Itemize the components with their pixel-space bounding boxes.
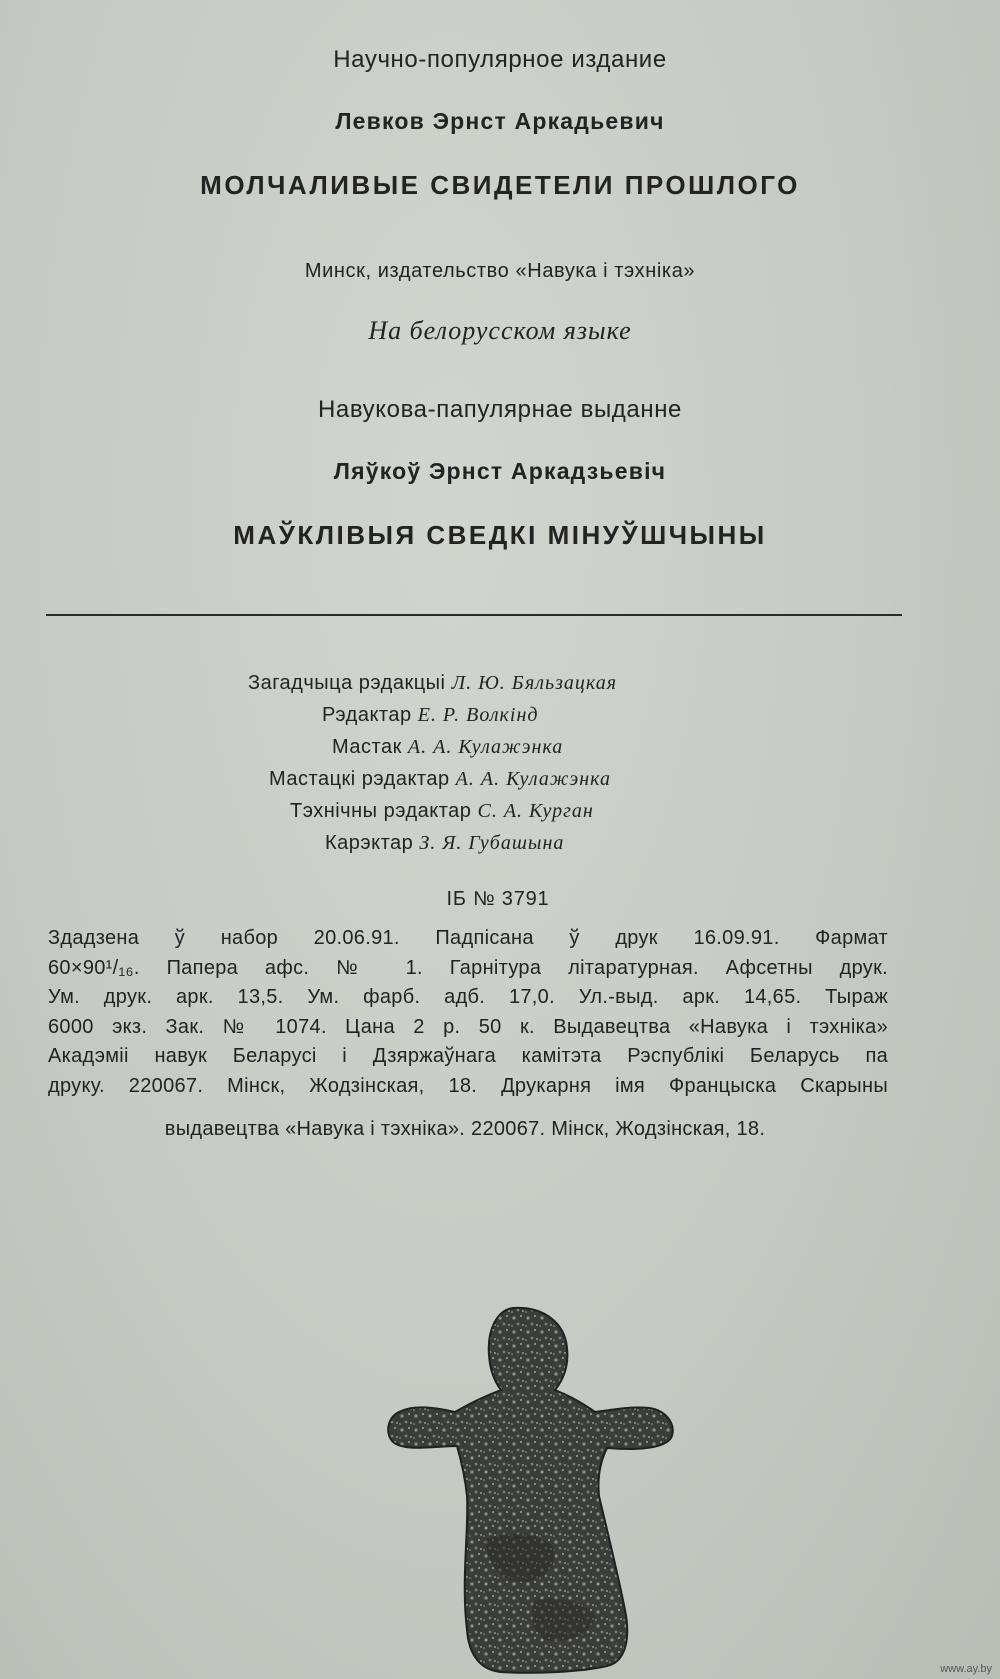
publisher-russian: Минск, издательство «Навука і тэхніка»	[304, 260, 696, 282]
credit-name: З. Я. Губашына	[419, 832, 565, 854]
credit-role: Мастак	[332, 736, 402, 758]
imprint-paragraph	[48, 924, 888, 1101]
credit-role: Карэктар	[325, 832, 414, 854]
credit-name: Л. Ю. Бяльзацкая	[451, 672, 618, 694]
imprint-last-line: выдавецтва «Навука і тэхніка». 220067. Мінск, Жодзінская, 18.	[164, 1118, 766, 1140]
credit-line	[248, 672, 617, 695]
author-belarusian: Ляўкоў Эрнст Аркадзьевіч	[333, 458, 667, 484]
title-belarusian: МАЎКЛІВЫЯ СВЕДКІ МІНУЎШЧЫНЫ	[233, 520, 767, 550]
credit-name: Е. Р. Волкінд	[417, 704, 539, 726]
author-russian: Левков Эрнст Аркадьевич	[335, 108, 665, 134]
credit-line	[269, 768, 611, 791]
credit-line	[290, 800, 594, 823]
imprint-line: 60×90¹/₁₆. Папера афс. № 1. Гарнітура літаратурная. Афсетны друк.	[48, 956, 888, 979]
credit-name: А. А. Кулажэнка	[407, 736, 564, 758]
genre-russian: Научно-популярное издание	[333, 46, 667, 73]
credit-role: Загадчыца рэдакцыі	[248, 672, 446, 694]
imprint-line: Акадэміі навук Беларусі і Дзяржаўнага камітэта Рэспублікі Беларусь па	[48, 1045, 888, 1067]
imprint-line: друку. 220067. Мінск, Жодзінская, 18. Друкарня імя Францыска Скарыны	[48, 1074, 888, 1097]
credit-role: Тэхнічны рэдактар	[290, 800, 472, 822]
watermark-text: www.ay.by	[940, 1663, 992, 1675]
credit-role: Рэдактар	[322, 704, 412, 726]
figurine-icon	[385, 1300, 675, 1675]
title-russian: МОЛЧАЛИВЫЕ СВИДЕТЕЛИ ПРОШЛОГО	[200, 170, 800, 200]
credit-line	[322, 704, 539, 727]
ib-number: ІБ № 3791	[446, 888, 550, 910]
credit-name: С. А. Курган	[477, 800, 594, 822]
imprint-line: 6000 экз. Зак. № 1074. Цана 2 р. 50 к. Выдавецтва «Навука і тэхніка»	[48, 1015, 888, 1038]
imprint-line: Ум. друк. арк. 13,5. Ум. фарб. адб. 17,0. Ул.-выд. арк. 14,65. Тыраж	[48, 986, 888, 1008]
imprint-line: Здадзена ў набор 20.06.91. Падпісана ў друк 16.09.91. Фармат	[48, 927, 888, 949]
divider-rule	[46, 614, 902, 616]
credit-line	[325, 832, 564, 855]
language-note: На белорусском языке	[368, 316, 632, 345]
genre-belarusian: Навукова-папулярнае выданне	[317, 396, 683, 423]
credit-role: Мастацкі рэдактар	[269, 768, 450, 790]
credit-name: А. А. Кулажэнка	[455, 768, 612, 790]
credit-line	[332, 736, 563, 759]
